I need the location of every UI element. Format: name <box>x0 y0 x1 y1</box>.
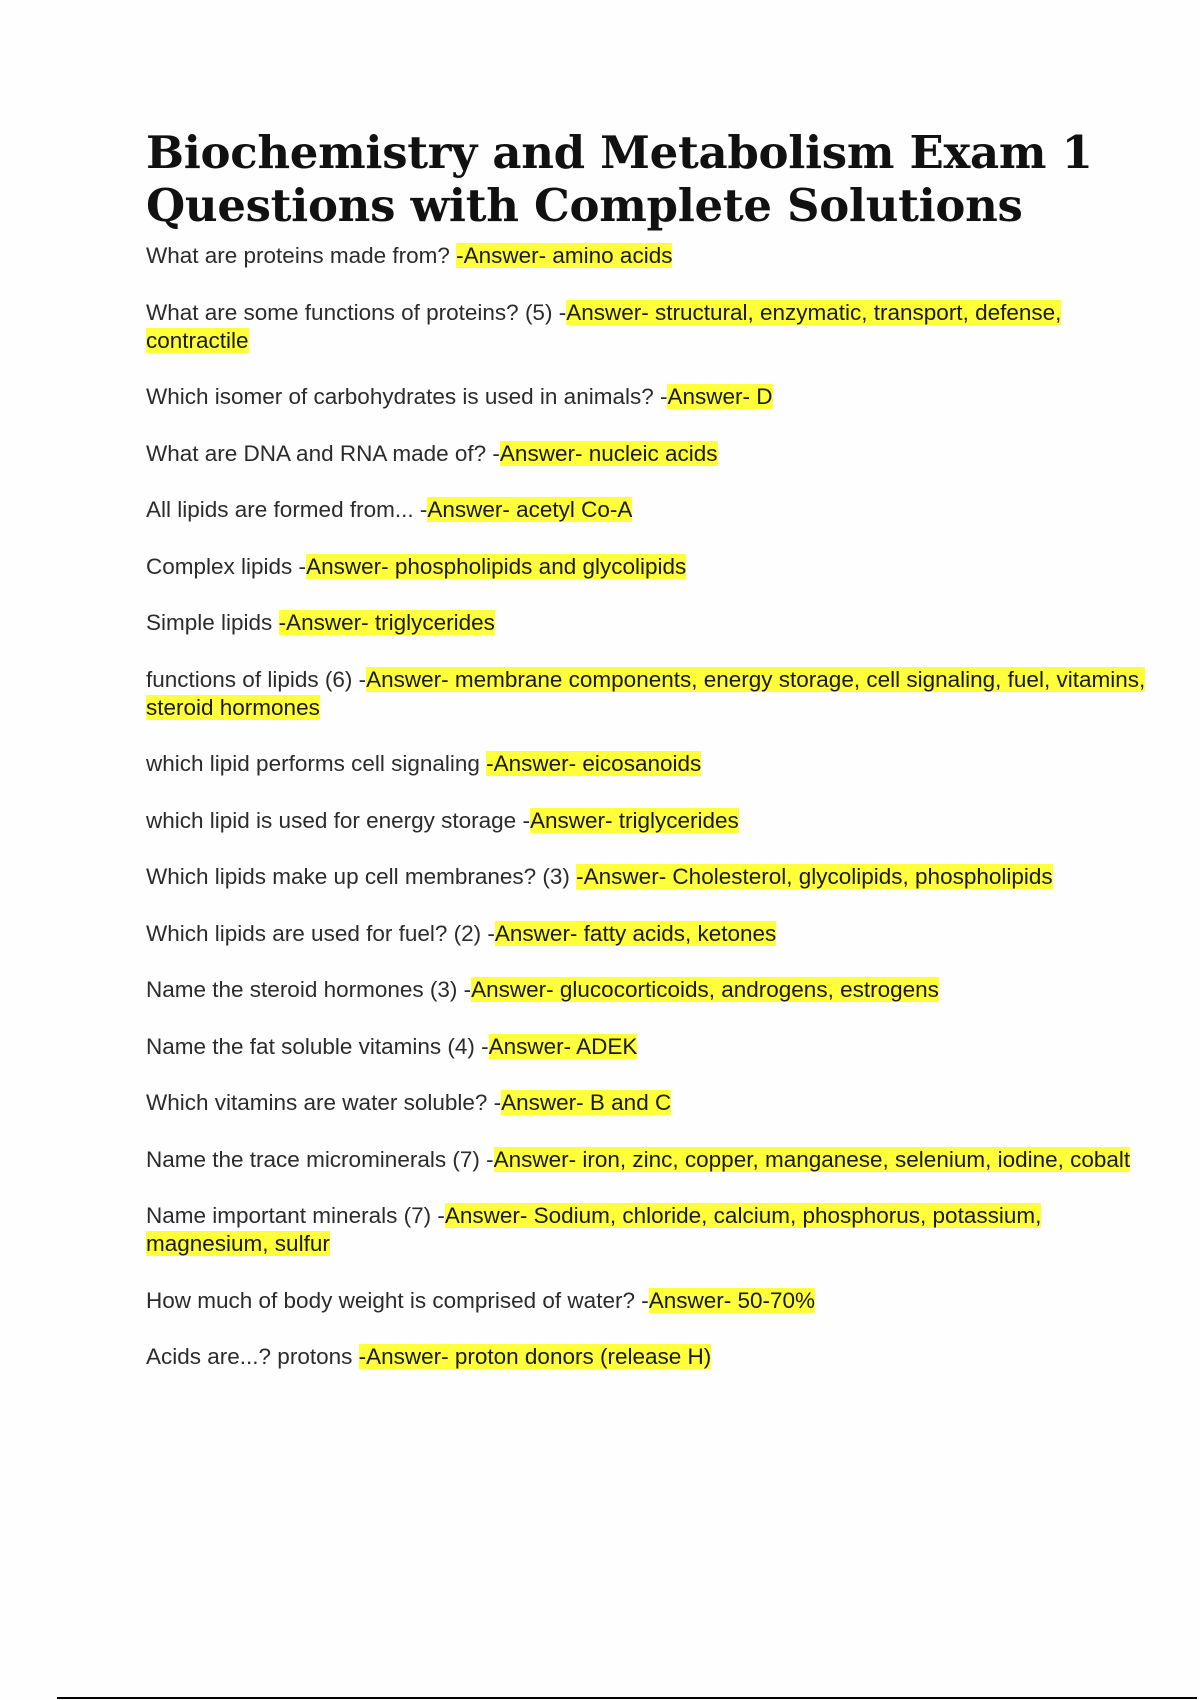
qa-item <box>146 920 1146 948</box>
answer-text: Answer- D <box>667 384 773 409</box>
qa-item <box>146 1287 1146 1315</box>
qa-item <box>146 553 1146 581</box>
answer-text: Answer- fatty acids, ketones <box>494 920 777 946</box>
qa-item <box>146 863 1146 891</box>
question-text: What are proteins made from? <box>146 243 457 268</box>
question-text: Which lipids make up cell membranes? (3) <box>146 864 577 889</box>
qa-item <box>146 1089 1146 1117</box>
document-title: Biochemistry and Metabolism Exam 1 Questions with Complete Solutions <box>146 126 1093 232</box>
answer-text: Answer- acetyl Co-A <box>427 497 633 522</box>
question-text: Acids are...? protons <box>146 1344 359 1369</box>
question-text: Name the steroid hormones (3) - <box>146 977 472 1002</box>
answer-text: -Answer- amino acids <box>456 243 673 268</box>
qa-item <box>146 496 1146 524</box>
qa-item <box>146 440 1146 468</box>
answer-text: -Answer- triglycerides <box>278 610 495 635</box>
footer-divider <box>57 1697 1197 1699</box>
qa-item <box>146 299 1146 355</box>
answer-text: -Answer- Cholesterol, glycolipids, phospholipids <box>576 864 1053 889</box>
answer-text: Answer- phospholipids and glycolipids <box>306 553 687 579</box>
qa-item <box>146 609 1146 637</box>
qa-item <box>146 1343 1146 1371</box>
question-text: Which isomer of carbohydrates is used in animals? - <box>146 384 668 409</box>
qa-item <box>146 1202 1146 1258</box>
question-text: How much of body weight is comprised of water? - <box>146 1287 649 1313</box>
qa-item <box>146 1146 1146 1174</box>
question-text: What are DNA and RNA made of? - <box>146 440 500 466</box>
qa-item <box>146 242 1146 270</box>
qa-item <box>146 666 1146 722</box>
answer-text: Answer- nucleic acids <box>499 440 718 466</box>
question-text: All lipids are formed from... - <box>146 497 428 522</box>
question-text: Which lipids are used for fuel? (2) - <box>146 920 495 946</box>
answer-text: Answer- glucocorticoids, androgens, estrogens <box>471 977 939 1002</box>
qa-item <box>146 1033 1146 1061</box>
document-content <box>146 126 1166 1400</box>
answer-text: Answer- iron, zinc, copper, manganese, selenium, iodine, cobalt <box>493 1146 1131 1172</box>
answer-text: Answer- B and C <box>501 1090 672 1115</box>
question-text: functions of lipids (6) - <box>146 666 367 692</box>
question-text: which lipid is used for energy storage - <box>146 807 530 833</box>
question-text: Simple lipids <box>146 610 279 635</box>
answer-text: Answer- ADEK <box>488 1033 638 1059</box>
answer-text: Answer- Sodium, chloride, calcium, phosphorus, potassium, magnesium, sulfur <box>146 1203 1042 1256</box>
qa-item <box>146 750 1146 778</box>
question-text: which lipid performs cell signaling <box>146 751 487 776</box>
question-text: Name important minerals (7) - <box>146 1203 445 1228</box>
answer-text: Answer- triglycerides <box>529 807 739 833</box>
qa-item <box>146 807 1146 835</box>
answer-text: -Answer- proton donors (release H) <box>358 1344 712 1369</box>
qa-item <box>146 383 1146 411</box>
qa-item <box>146 976 1146 1004</box>
question-text: Name the trace microminerals (7) - <box>146 1146 494 1172</box>
answer-text: Answer- structural, enzymatic, transport, defense, contractile <box>146 299 1062 353</box>
answer-text: Answer- membrane components, energy storage, cell signaling, fuel, vitamins, steroid hormones <box>146 666 1146 720</box>
question-text: Complex lipids - <box>146 553 307 579</box>
question-text: Which vitamins are water soluble? - <box>146 1090 502 1115</box>
answer-text: -Answer- eicosanoids <box>486 751 702 776</box>
question-text: Name the fat soluble vitamins (4) - <box>146 1033 489 1059</box>
answer-text: Answer- 50-70% <box>648 1287 816 1313</box>
question-text: What are some functions of proteins? (5) - <box>146 299 567 325</box>
